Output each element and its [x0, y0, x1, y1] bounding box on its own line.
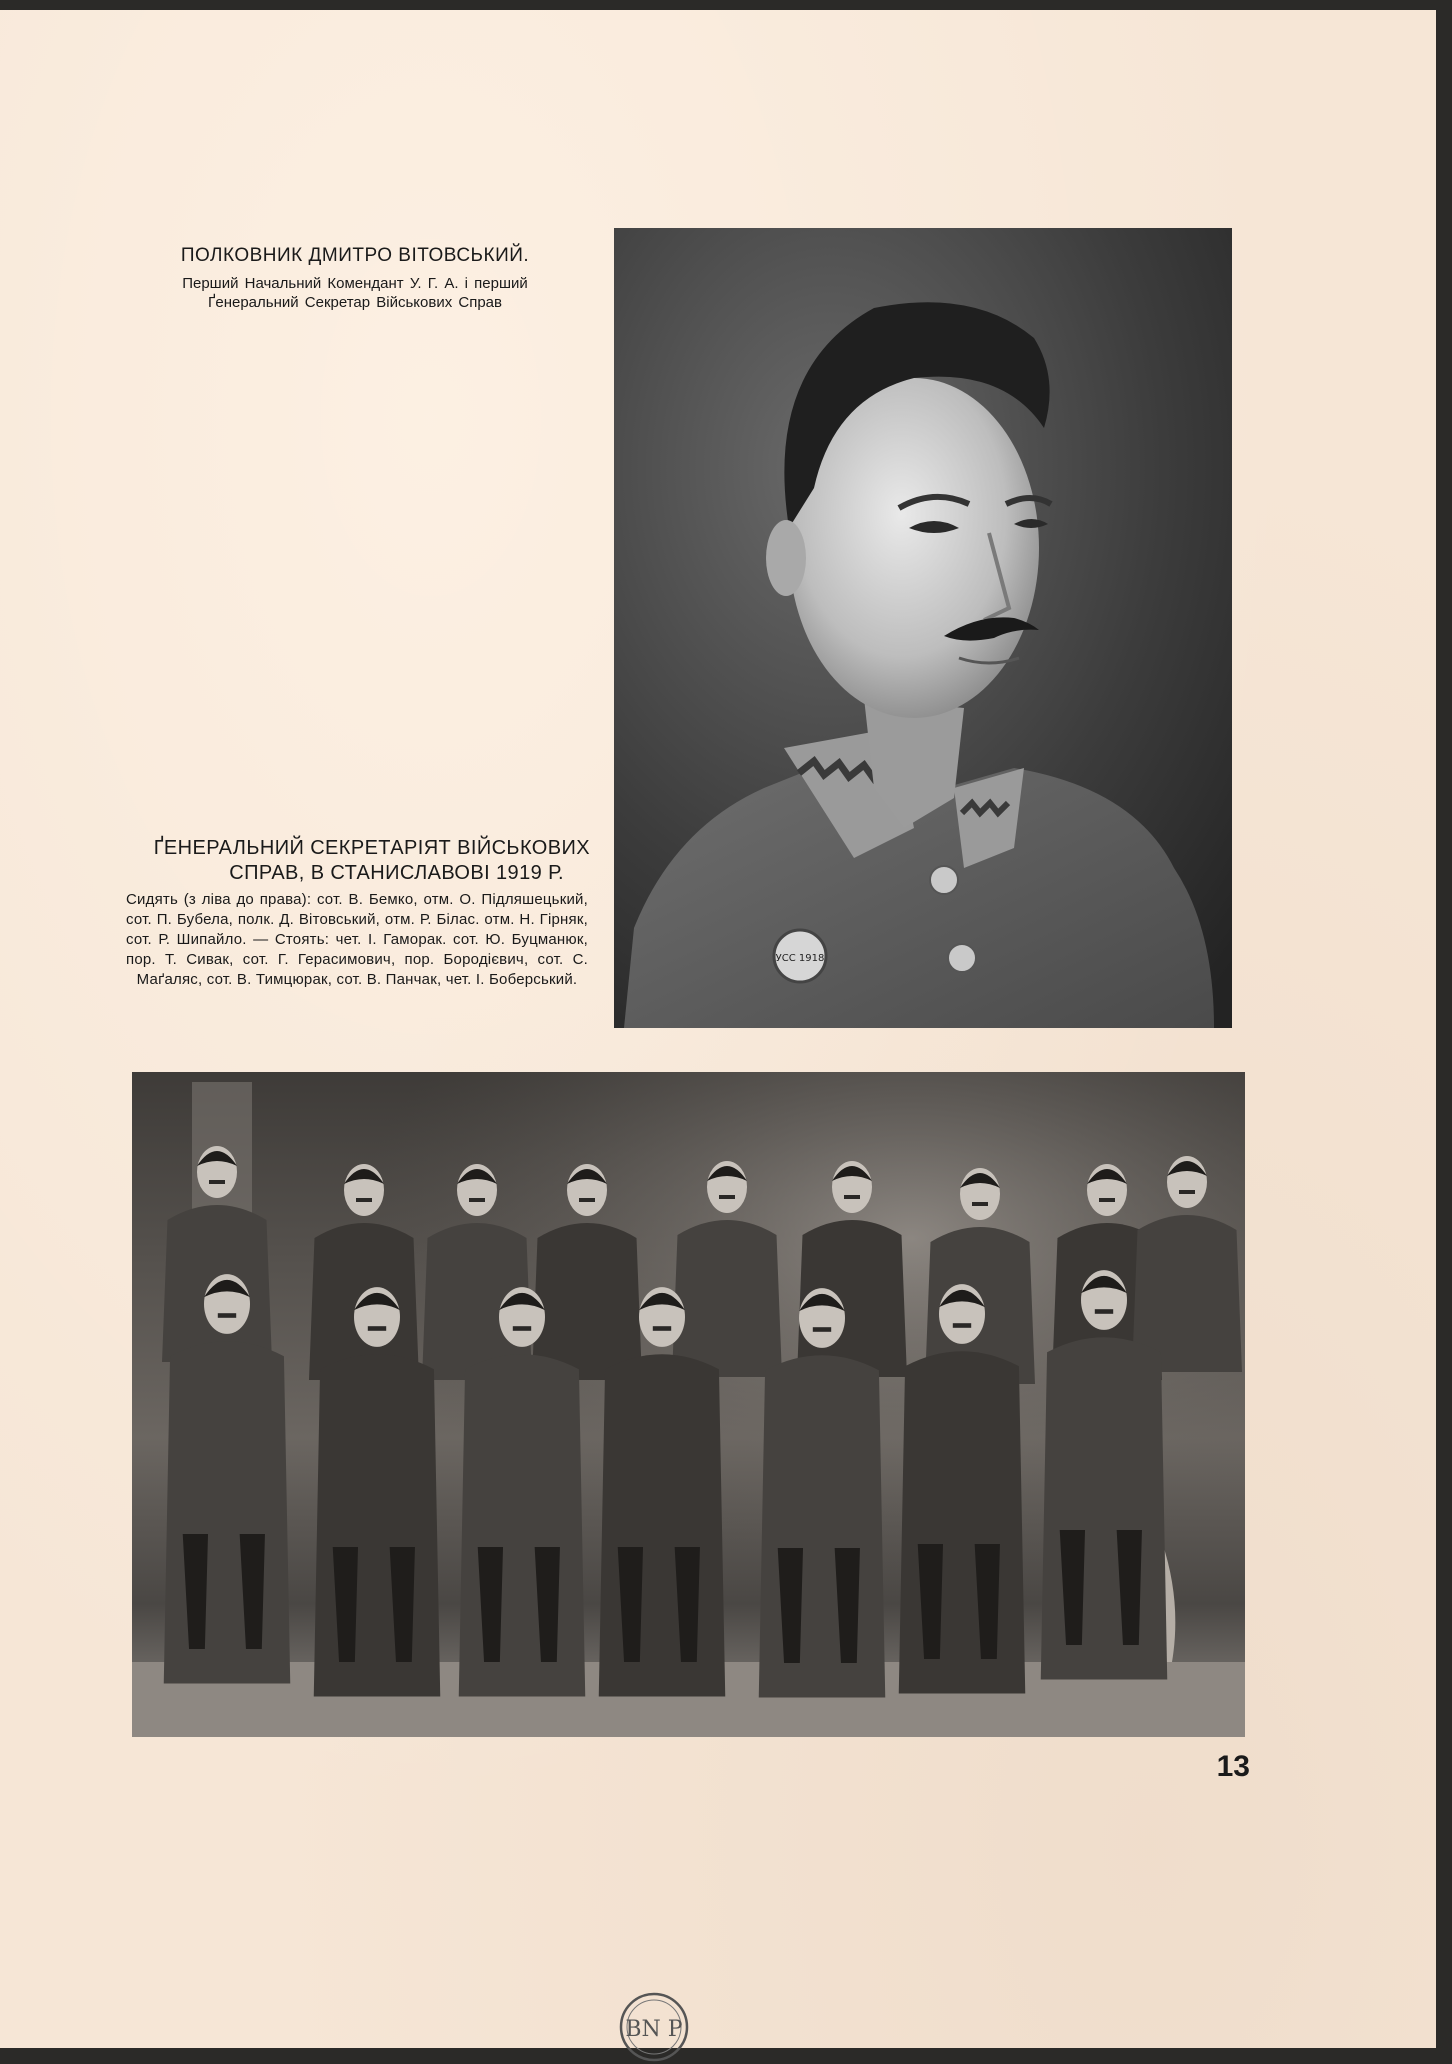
group-caption-body: Сидять (з ліва до права): сот. В. Бемко, отм. О. Підляшецький, сот. П. Бубела, полк. Д. Вітовський, отм. Р. Білас. отм. Н. Гірняк, сот. Р. Шипайло. — Стоять: чет. І. Гаморак. сот. Ю. Буцманюк, пор. Т. Сивак, сот. Г. Герасимович, пор. Бородієвич, сот. С. Маґаляс, сот. В. Тимцюрак, сот. В. Панчак, чет. І. Боберський.	[126, 891, 588, 988]
portrait-caption-line-1: Перший Начальний Комендант У. Г. А. і перший	[182, 275, 528, 292]
group-illustration	[132, 1072, 1245, 1737]
stamp-text: BN P	[625, 2017, 683, 2042]
portrait-caption-line-2: Ґенеральний Секретар Військових Справ	[208, 294, 502, 311]
group-caption-title-line-2: СПРАВ, В СТАНИСЛАВОВІ 1919 Р.	[229, 862, 564, 884]
portrait-illustration	[614, 228, 1232, 1028]
portrait-caption-title: ПОЛКОВНИК ДМИТРО ВІТОВСЬКИЙ.	[180, 245, 530, 266]
badge-text: УСС 1918	[775, 953, 825, 964]
group-photo	[132, 1072, 1245, 1737]
portrait-photo	[614, 228, 1232, 1028]
library-stamp	[617, 1990, 691, 2064]
page-number: 13	[1216, 1750, 1250, 1783]
group-caption-title-line-1: ҐЕНЕРАЛЬНИЙ СЕКРЕТАРІЯТ ВІЙСЬКОВИХ	[153, 837, 590, 859]
portrait-caption-subtitle	[118, 274, 592, 312]
group-caption-title	[118, 836, 590, 886]
magazine-page	[0, 10, 1436, 2048]
